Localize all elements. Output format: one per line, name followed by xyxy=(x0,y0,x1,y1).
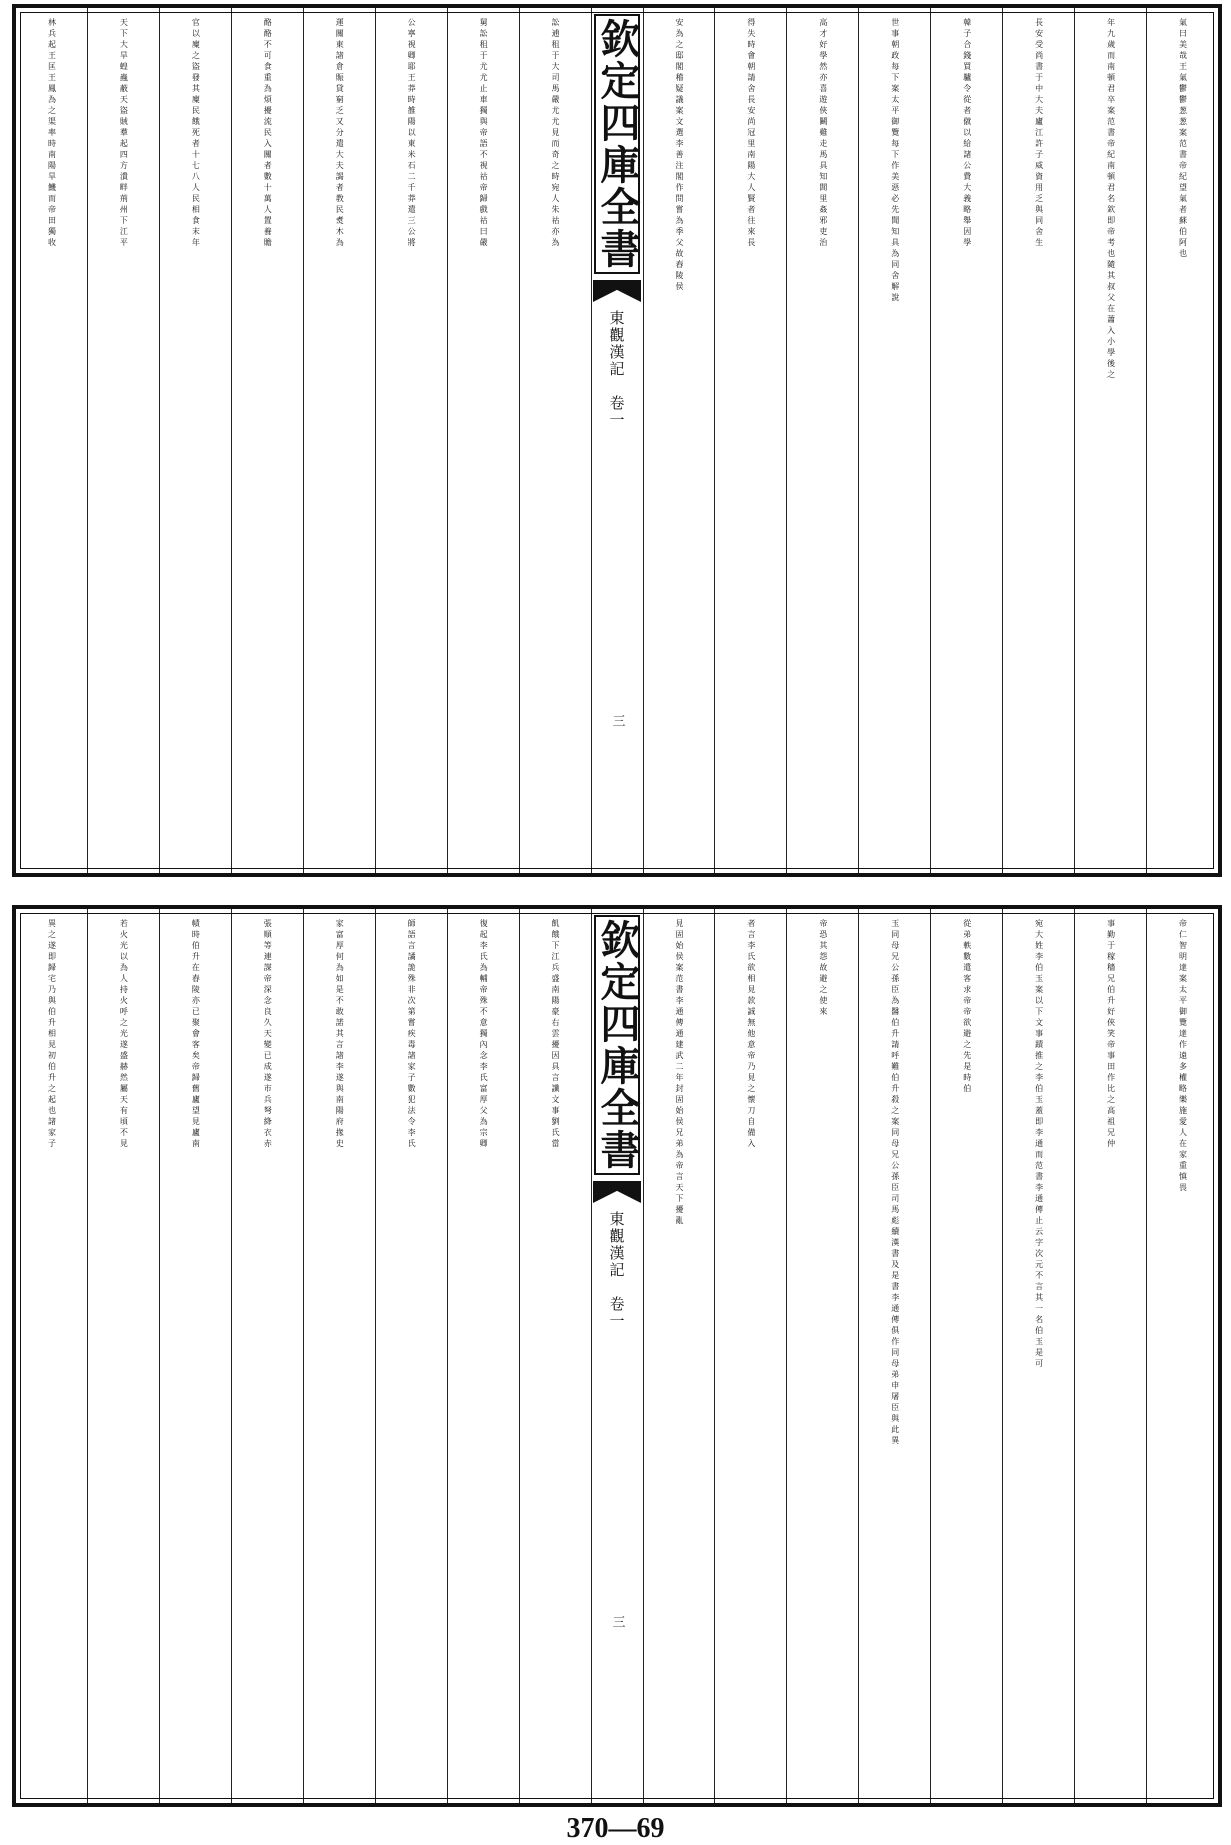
text-column xyxy=(87,909,159,1803)
column-text: 若火光以為人持火呼之光遂盛赫然屬天有頃不見 xyxy=(119,919,129,1150)
column-text: 者言李氏欲相見款誠無他意帝乃見之懷刀自備入 xyxy=(746,919,756,1150)
text-column xyxy=(159,909,231,1803)
column-text: 運關東諸倉賑貸窮乏又分遣大夫謁者教民煑木為 xyxy=(335,18,345,249)
gutter-title: 欽定四庫全書 xyxy=(594,14,640,274)
text-column xyxy=(643,909,715,1803)
text-column xyxy=(16,8,87,873)
text-column xyxy=(714,8,786,873)
fishtail-mark-icon xyxy=(593,1181,641,1203)
column-text: 安為之邸閣稽疑議案文選李善注閣作問嘗為季父故舂陵侯 xyxy=(674,18,684,293)
column-text: 幘時伯升在舂陵亦已聚會客矣帝歸舊廬望見廬南 xyxy=(191,919,201,1150)
column-text: 飢餓下江兵盛南陽豪右雲擾因具言讖文事劉氏當 xyxy=(551,919,561,1150)
column-text: 氣曰美哉王氣鬱鬱葱葱案范書帝紀望氣者蘇伯阿也 xyxy=(1178,18,1188,260)
page-footer-number: 370—69 xyxy=(566,1813,665,1844)
text-column xyxy=(519,909,591,1803)
gutter-volume-note: 東觀漢記 卷一 xyxy=(607,1211,626,1330)
text-column xyxy=(1002,909,1074,1803)
text-column xyxy=(159,8,231,873)
column-text: 舅訟租于尤尤止車獨與帝語不視祜帝歸戲祜曰嚴 xyxy=(479,18,489,249)
center-gutter xyxy=(591,909,643,1803)
column-text: 韓子合錢買驢令從者僦以給諸公費大義略舉因學 xyxy=(962,18,972,249)
text-column xyxy=(930,909,1002,1803)
column-text: 玉同母兄公孫臣為醫伯升請呼難伯升殺之案同母兄公孫臣司馬彪續漢書及是書李通傳俱作同母弟申屠臣與此異 xyxy=(890,919,900,1447)
column-text: 家富厚何為如是不敢諾其言諸李遂與南陽府掾史 xyxy=(335,919,345,1150)
text-column xyxy=(714,909,786,1803)
text-column xyxy=(1146,909,1218,1803)
gutter-title: 欽定四庫全書 xyxy=(594,915,640,1175)
column-text: 長安受尚書于中大夫廬江許子威資用乏與同舍生 xyxy=(1034,18,1044,249)
text-column xyxy=(1074,8,1146,873)
text-column xyxy=(447,8,519,873)
column-text: 酪酪不可食重為煩擾流民入關者數十萬人置養贍 xyxy=(263,18,273,249)
column-text: 復起李氏為輔帝殊不意獨內念李氏富厚父為宗卿 xyxy=(479,919,489,1150)
text-column xyxy=(447,909,519,1803)
column-text: 高才好學然亦喜遊俠鬭雞走馬具知閭里姦邪吏治 xyxy=(818,18,828,249)
column-text: 帝仁智明達案太平御覽達作遠多權略樂施愛人在家重慎畏 xyxy=(1178,919,1188,1194)
text-column xyxy=(87,8,159,873)
column-text: 見固始侯案范書李通傳通建武二年封固始侯兄弟為帝言天下擾亂 xyxy=(674,919,684,1227)
column-text: 師語言譎詭殊非次第嘗疾毒諸家子數犯法令李氏 xyxy=(407,919,417,1150)
fishtail-mark-icon xyxy=(593,280,641,302)
text-column xyxy=(16,909,87,1803)
column-text: 天下大旱蝗蟲蔽天盜賊羣起四方潰畔荊州下江平 xyxy=(119,18,129,249)
column-text: 事勤于稼穡兄伯升好俠笑帝事田作比之高祖兄仲 xyxy=(1106,919,1116,1150)
column-text: 得失時會朝請舍長安尚冠里南陽大人賢者往來長 xyxy=(746,18,756,249)
column-text: 從弟軼數遣客求帝帝欲避之先是時伯 xyxy=(962,919,972,1095)
text-column xyxy=(786,8,858,873)
top-page-panel xyxy=(12,4,1222,877)
column-text: 帝恐其怨故避之使來 xyxy=(818,919,828,1018)
column-text: 年九歲而南頓君卒案范書帝紀南頓君名欽即帝考也隨其叔父在蕭入小學後之 xyxy=(1106,18,1116,381)
text-column xyxy=(786,909,858,1803)
column-text: 官以廩之盜發其廩民餓死者十七八人民相食末年 xyxy=(191,18,201,249)
column-text: 張順等連謀帝深念良久天變已成遂市兵弩絳衣赤 xyxy=(263,919,273,1150)
text-column xyxy=(375,909,447,1803)
text-column xyxy=(1002,8,1074,873)
gutter-page-number: 三 xyxy=(609,714,625,727)
text-column xyxy=(231,8,303,873)
text-column xyxy=(858,8,930,873)
text-column xyxy=(303,909,375,1803)
text-column xyxy=(930,8,1002,873)
text-column xyxy=(231,909,303,1803)
bottom-page-panel xyxy=(12,905,1222,1807)
center-gutter xyxy=(591,8,643,873)
gutter-page-number: 三 xyxy=(609,1615,625,1628)
text-column xyxy=(858,909,930,1803)
text-column xyxy=(1146,8,1218,873)
column-text: 宛大姓李伯玉案以下文事蹟推之李伯玉蓋即李通而范書李通傳止云字次元不言其一名伯玉是可 xyxy=(1034,919,1044,1370)
text-column xyxy=(1074,909,1146,1803)
text-column xyxy=(643,8,715,873)
text-column xyxy=(519,8,591,873)
text-column xyxy=(375,8,447,873)
column-text: 林兵起王匡王鳳為之渠率時南陽旱饑而帝田獨收 xyxy=(47,18,57,249)
column-text: 訟逋租于大司馬嚴尤尤見而奇之時宛人朱祜亦為 xyxy=(551,18,561,249)
column-text: 公寧視卿耶王莽時雒陽以東米石二千莽遣三公將 xyxy=(407,18,417,249)
text-column xyxy=(303,8,375,873)
column-text: 世事朝政每下案太平御覽每下作美惡必先聞知具為同舍解說 xyxy=(890,18,900,304)
gutter-volume-note: 東觀漢記 卷一 xyxy=(607,310,626,429)
column-text: 異之遂即歸宅乃與伯升相見初伯升之起也諸家子 xyxy=(47,919,57,1150)
